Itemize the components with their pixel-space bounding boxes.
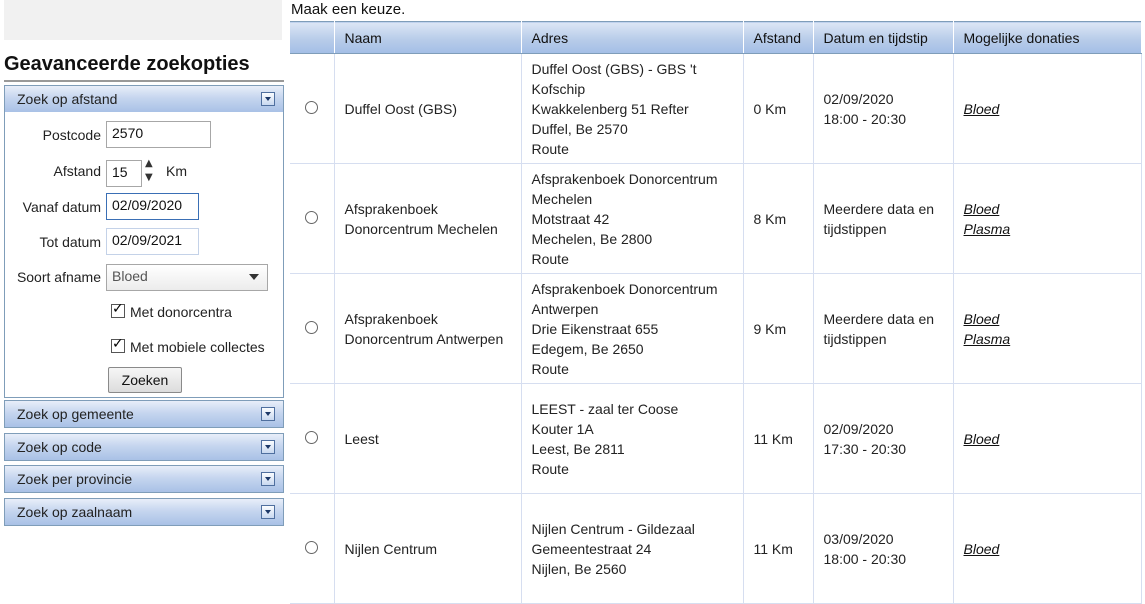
- route-link[interactable]: Route: [531, 250, 569, 267]
- accordion-label: Zoek per provincie: [17, 471, 133, 487]
- chevron-down-icon[interactable]: [261, 407, 275, 421]
- donation-link[interactable]: Bloed: [963, 540, 1000, 557]
- datetime-line: 02/09/2020: [823, 90, 894, 107]
- accordion-label: Zoek op zaalnaam: [17, 504, 133, 520]
- distance-cell: 9 Km: [743, 274, 813, 384]
- donation-link[interactable]: Bloed: [963, 310, 1000, 327]
- datetime-cell: [813, 274, 953, 384]
- address-line: Kouter 1A: [531, 420, 594, 437]
- name-cell: Afsprakenboek Donorcentrum Antwerpen: [334, 274, 521, 384]
- address-line: Nijlen, Be 2560: [531, 560, 627, 577]
- chevron-down-icon[interactable]: [261, 472, 275, 486]
- donor-centers-label: Met donorcentra: [130, 304, 232, 320]
- distance-cell: 11 Km: [743, 494, 813, 604]
- address-cell: [521, 274, 743, 384]
- from-date-input[interactable]: 02/09/2020: [106, 193, 199, 220]
- name-cell: Leest: [334, 384, 521, 494]
- donations-cell: [953, 54, 1141, 164]
- col-header-datetime[interactable]: Datum en tijdstip: [813, 22, 953, 54]
- donation-link[interactable]: Bloed: [963, 430, 1000, 447]
- select-cell: [290, 274, 334, 384]
- logo-area: [4, 0, 282, 40]
- chevron-down-icon[interactable]: [261, 92, 275, 106]
- col-header-address[interactable]: Adres: [521, 22, 743, 54]
- distance-search-panel: [4, 112, 284, 398]
- postcode-input[interactable]: 2570: [106, 121, 211, 148]
- row-radio[interactable]: [305, 541, 318, 554]
- route-link[interactable]: Route: [531, 460, 569, 477]
- distance-unit: Km: [166, 163, 187, 179]
- name-cell: Duffel Oost (GBS): [334, 54, 521, 164]
- datetime-line: 17:30 - 20:30: [823, 440, 907, 457]
- route-link[interactable]: Route: [531, 360, 569, 377]
- address-line: Leest, Be 2811: [531, 440, 625, 457]
- select-cell: [290, 164, 334, 274]
- accordion-label: Zoek op afstand: [17, 91, 118, 107]
- distance-cell: 0 Km: [743, 54, 813, 164]
- address-line: Afsprakenboek Donorcentrum Mechelen: [531, 170, 718, 207]
- donations-cell: [953, 274, 1141, 384]
- address-line: Afsprakenboek Donorcentrum Antwerpen: [531, 280, 718, 317]
- donation-link[interactable]: Plasma: [963, 330, 1011, 347]
- donation-link[interactable]: Plasma: [963, 220, 1011, 237]
- row-radio[interactable]: [305, 101, 318, 114]
- address-line: Edegem, Be 2650: [531, 340, 644, 357]
- name-cell: Afsprakenboek Donorcentrum Mechelen: [334, 164, 521, 274]
- address-cell: [521, 164, 743, 274]
- select-cell: [290, 494, 334, 604]
- address-line: Mechelen, Be 2800: [531, 230, 653, 247]
- address-cell: [521, 54, 743, 164]
- address-cell: [521, 384, 743, 494]
- address-line: Nijlen Centrum - Gildezaal: [531, 520, 695, 537]
- postcode-label: Postcode: [42, 127, 101, 143]
- datetime-cell: [813, 384, 953, 494]
- table-row[interactable]: [290, 274, 1141, 384]
- results-header-row: [290, 22, 1141, 54]
- col-header-donations[interactable]: Mogelijke donaties: [953, 22, 1141, 54]
- address-line: Gemeentestraat 24: [531, 540, 652, 557]
- table-row[interactable]: [290, 384, 1141, 494]
- accordion-label: Zoek op gemeente: [17, 406, 134, 422]
- table-row[interactable]: [290, 164, 1141, 274]
- address-line: Motstraat 42: [531, 210, 610, 227]
- address-cell: [521, 494, 743, 604]
- name-cell: Nijlen Centrum: [334, 494, 521, 604]
- accordion-municipality[interactable]: [4, 400, 284, 428]
- mobile-collections-label: Met mobiele collectes: [130, 339, 265, 355]
- table-row[interactable]: [290, 54, 1141, 164]
- datetime-cell: [813, 164, 953, 274]
- address-line: LEEST - zaal ter Coose: [531, 400, 679, 417]
- search-button[interactable]: Zoeken: [108, 367, 182, 393]
- distance-input[interactable]: 15: [106, 160, 142, 187]
- donation-link[interactable]: Bloed: [963, 200, 1000, 217]
- row-radio[interactable]: [305, 211, 318, 224]
- dropdown-arrow-icon: [249, 274, 259, 280]
- donation-link[interactable]: Bloed: [963, 100, 1000, 117]
- collection-type-select[interactable]: [106, 264, 268, 291]
- collection-type-label: Soort afname: [16, 269, 101, 285]
- to-date-label: Tot datum: [39, 234, 101, 250]
- datetime-cell: [813, 54, 953, 164]
- datetime-line: 02/09/2020: [823, 420, 894, 437]
- address-line: Duffel, Be 2570: [531, 120, 628, 137]
- chevron-down-icon[interactable]: [261, 440, 275, 454]
- collection-type-value: Bloed: [112, 268, 148, 284]
- datetime-line: 03/09/2020: [823, 530, 894, 547]
- route-link[interactable]: Route: [531, 140, 569, 157]
- distance-cell: 11 Km: [743, 384, 813, 494]
- mobile-collections-checkbox[interactable]: [111, 339, 125, 353]
- datetime-line: 18:00 - 20:30: [823, 110, 907, 127]
- to-date-input[interactable]: 02/09/2021: [106, 228, 199, 255]
- donations-cell: [953, 384, 1141, 494]
- accordion-hall-name[interactable]: [4, 498, 284, 526]
- advanced-search-title: Geavanceerde zoekopties: [4, 50, 284, 82]
- distance-cell: 8 Km: [743, 164, 813, 274]
- address-line: Drie Eikenstraat 655: [531, 320, 659, 337]
- table-row[interactable]: [290, 494, 1141, 604]
- col-header-select: [290, 22, 334, 54]
- address-line: Kwakkelenberg 51 Refter: [531, 100, 689, 117]
- spin-down-icon[interactable]: ▼: [145, 172, 153, 183]
- address-line: Duffel Oost (GBS) - GBS 't Kofschip: [531, 60, 697, 97]
- accordion-province[interactable]: [4, 465, 284, 493]
- donations-cell: [953, 164, 1141, 274]
- datetime-line: Meerdere data en tijdstippen: [823, 310, 935, 347]
- col-header-distance[interactable]: Afstand: [743, 22, 813, 54]
- select-cell: [290, 54, 334, 164]
- results-table: [290, 21, 1142, 604]
- row-radio[interactable]: [305, 431, 318, 444]
- results-prompt: Maak een keuze.: [291, 1, 406, 18]
- col-header-name[interactable]: Naam: [334, 22, 521, 54]
- row-radio[interactable]: [305, 321, 318, 334]
- datetime-line: 18:00 - 20:30: [823, 550, 907, 567]
- donations-cell: [953, 494, 1141, 604]
- distance-label: Afstand: [53, 163, 101, 179]
- datetime-cell: [813, 494, 953, 604]
- accordion-distance[interactable]: [4, 85, 284, 113]
- spin-up-icon[interactable]: ▲: [145, 158, 153, 169]
- datetime-line: Meerdere data en tijdstippen: [823, 200, 935, 237]
- accordion-code[interactable]: [4, 433, 284, 461]
- donor-centers-checkbox[interactable]: [111, 304, 125, 318]
- accordion-label: Zoek op code: [17, 439, 102, 455]
- select-cell: [290, 384, 334, 494]
- from-date-label: Vanaf datum: [22, 199, 101, 215]
- chevron-down-icon[interactable]: [261, 505, 275, 519]
